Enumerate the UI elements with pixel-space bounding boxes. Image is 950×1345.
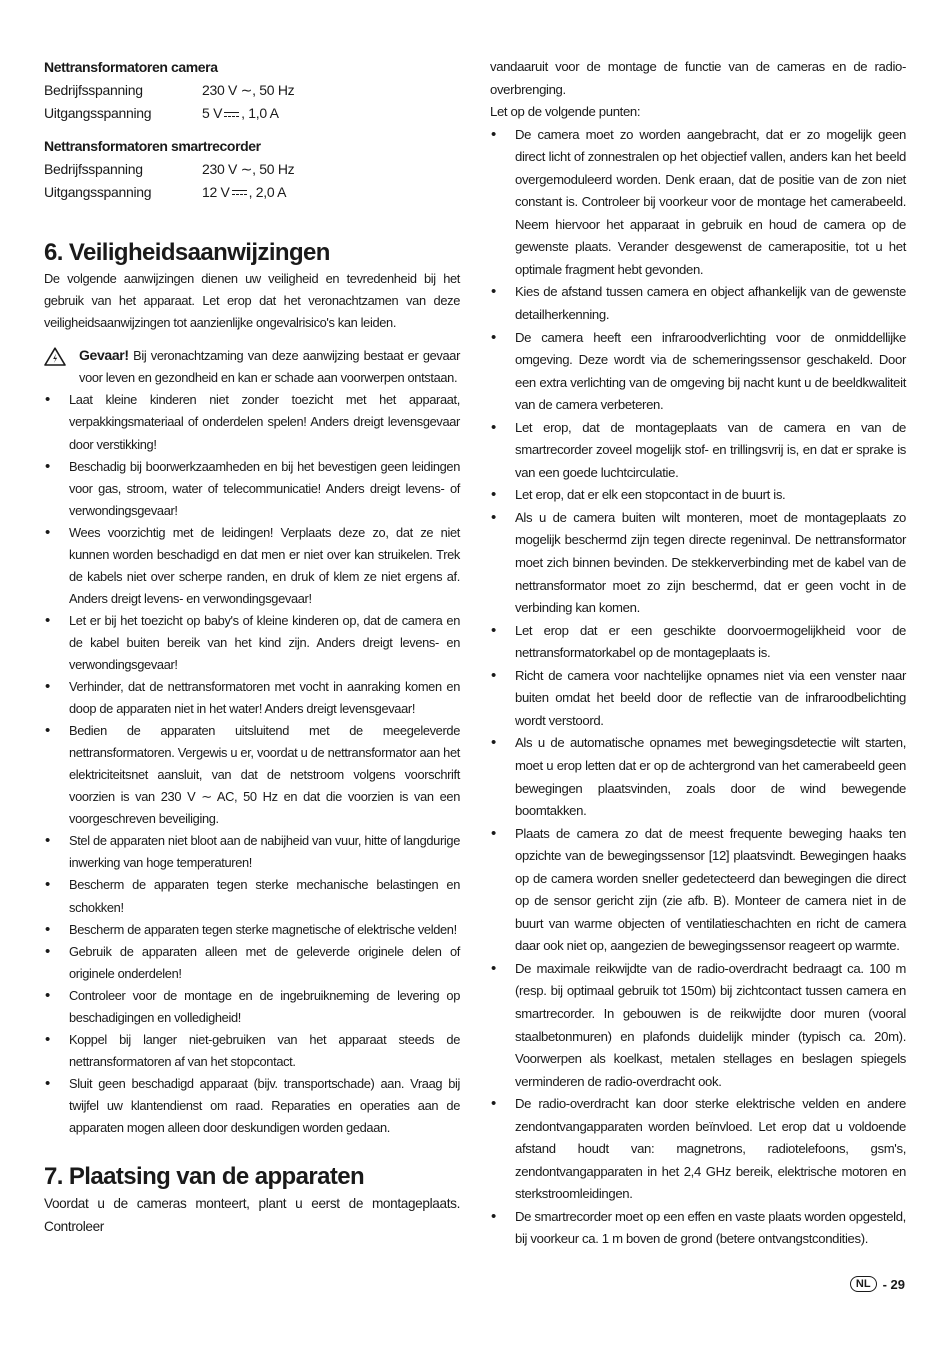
section-6-body	[44, 268, 460, 1139]
section-7-heading: 7. Plaatsing van de apparaten	[44, 1163, 365, 1191]
list-item: • Gebruik de apparaten alleen met de geleverde originele delen of originele onderdelen!	[44, 941, 460, 985]
section-6-intro: De volgende aanwijzingen dienen uw veiligheid en tevredenheid bij het gebruik van het apparaat. Let erop dat het veronachtzamen van deze veiligheidsaanwijzingen tot aanzienlijke ongevalrisico's kan leiden.	[44, 271, 460, 331]
warning-text: Bij veronachtzaming van deze aanwijzing bestaat er gevaar voor leven en gezondheid en kan er schade aan voorwerpen ontstaan.	[79, 348, 460, 386]
spec-smartrecorder	[44, 135, 460, 205]
spec-label: Bedrijfsspanning	[44, 160, 143, 177]
section-7-intro-continued: vandaaruit voor de montage de functie van de cameras en de radio-overbrenging.	[490, 59, 906, 97]
dc-symbol-icon	[224, 111, 239, 119]
spec-camera	[44, 56, 460, 126]
list-item: • Let er bij het toezicht op baby's of kleine kinderen op, dat de camera en de kabel buiten bereik van het kind zijn. Anders dreigt levens- en verwondingsgevaar!	[44, 610, 460, 676]
spec-row	[44, 181, 460, 204]
dc-symbol-icon	[232, 189, 247, 197]
spec-value: 230 V ∼, 50 Hz	[202, 82, 295, 98]
spec-row	[44, 79, 460, 102]
list-item: • Kies de afstand tussen camera en object afhankelijk van de gewenste detailherkenning.	[490, 281, 906, 326]
left-column	[44, 56, 460, 1239]
list-item: • De camera moet zo worden aangebracht, dat er zo mogelijk geen direct licht of zonnestralen op het objectief vallen, anders kan het beeld overgemoduleerd worden. Denk eraan, dat de positie van de zon niet constant is. Controleer bij voorkeur voor de montage het camerabeeld. Neem hiervoor het apparaat in gebruik en houd de camera op de gewenste plaats. Verander desgewenst de camerapositie, tot u het optimale fragment hebt gevonden.	[490, 124, 906, 282]
language-badge: NL	[850, 1276, 877, 1292]
section-7-intro-start: Voordat u de cameras monteert, plant u eerst de montageplaats. Controleer	[44, 1196, 460, 1235]
list-item: • Sluit geen beschadigd apparaat (bijv. transportschade) aan. Vraag bij twijfel uw klantendienst om raad. Reparaties en operaties aan de apparaten mogen alleen door deskundigen worden gedaan.	[44, 1073, 460, 1139]
list-item: • Plaats de camera zo dat de meest frequente beweging haaks ten opzichte van de bewegingssensor [12] plaatsvindt. Bewegingen haaks op de camera worden sneller gedetecteerd dan bewegingen die direct op de sensor gericht zijn (zie afb. B). Monteer de camera niet in de buurt van warme objecten of ventilatieschachten en richt de camera daar ook niet op, aangezien de bewegingssensor reageert op warmte.	[490, 823, 906, 958]
spec-label: Uitgangsspanning	[44, 105, 152, 122]
list-item: • De radio-overdracht kan door sterke elektrische velden en andere zendontvangapparaten worden beïnvloed. Let erop dat u voldoende afstand houdt van: magnetrons, radiotelefoons, gsm's, zendontvangapparaten in het 2,4 GHz bereik, elektrische motoren en sterkstroomleidingen.	[490, 1093, 906, 1206]
list-item: • De camera heeft een infraroodverlichting voor de onmiddellijke omgeving. Deze wordt via de schemeringssensor geschakeld. Door een extra verlichting van de omgeving bij nacht kunt u de beeldkwaliteit van de camera verbeteren.	[490, 327, 906, 417]
list-item: • Laat kleine kinderen niet zonder toezicht met het apparaat, verpakkingsmateriaal of onderdelen spelen! Anders dreigt levensgevaar door verstikking!	[44, 389, 460, 455]
spec-title: Nettransformatoren camera	[44, 59, 218, 75]
list-item: • Als u de camera buiten wilt monteren, moet de montageplaats zo mogelijk beschermd zijn tegen directe regeninval. De nettransformator moet zich binnen bevinden. De stekkerverbinding met de kabel van de nettransformator moet zo zijn beschermd, dat er geen vocht in de verbinding kan komen.	[490, 507, 906, 620]
right-column	[490, 56, 906, 1251]
spec-label: Uitgangsspanning	[44, 183, 152, 200]
spec-value: 5 V , 1,0 A	[202, 105, 279, 122]
page-number: - 29	[882, 1276, 905, 1292]
points-label: Let op de volgende punten:	[490, 104, 641, 120]
spec-label: Bedrijfsspanning	[44, 82, 143, 98]
warning-label: Gevaar!	[79, 347, 129, 364]
list-item: • Let erop, dat de montageplaats van de camera en van de smartrecorder zoveel mogelijk stof- en trillingsvrij is, en dat er sprake is van een goede luchtcirculatie.	[490, 417, 906, 485]
page-footer	[850, 1276, 905, 1292]
spec-row	[44, 158, 460, 181]
list-item: • Koppel bij langer niet-gebruiken van het apparaat steeds de nettransformatoren af van het stopcontact.	[44, 1029, 460, 1073]
list-item: • Verhinder, dat de nettransformatoren met vocht in aanraking komen en doop de apparaten niet in het water! Anders dreigt levensgevaar!	[44, 676, 460, 720]
warning-triangle-icon	[44, 347, 66, 366]
list-item: • Stel de apparaten niet bloot aan de nabijheid van vuur, hitte of langdurige inwerking van hoge temperaturen!	[44, 830, 460, 874]
section-7-body	[490, 56, 906, 1251]
danger-warning	[44, 344, 460, 389]
list-item: • De smartrecorder moet op een effen en vaste plaats worden opgesteld, bij voorkeur ca. 1 m boven de grond (betere ontvangstcondities).	[490, 1206, 906, 1251]
section-6-heading: 6. Veiligheidsaanwijzingen	[44, 239, 330, 267]
list-item: • Beschadig bij boorwerkzaamheden en bij het bevestigen geen leidingen voor gas, stroom, water of telecommunicatie! Anders dreigt levens- of verwondingsgevaar!	[44, 456, 460, 522]
list-item: • Bedien de apparaten uitsluitend met de meegeleverde nettransformatoren. Vergewis u er, voordat u de nettransformator aan het elektriciteitsnet aansluit, van dat de netstroom volgens voorschrift voorzien is van 230 V ∼ AC, 50 Hz en dat die voorzien is van een voorgeschreven beveiliging.	[44, 720, 460, 830]
list-item: • De maximale reikwijdte van de radio-overdracht bedraagt ca. 100 m (resp. bij optimaal gebruik tot 150m) bij zichtcontact tussen camera en smartrecorder. In gebouwen is de reikwijdte door muren (vooral staalbetonmuren) en plafonds duidelijk minder (typisch ca. 20m). Voorwerpen als koelkast, metalen stellages en beslagen spiegels verminderen de radio-overdracht ook.	[490, 958, 906, 1093]
list-item: • Let erop, dat er elk een stopcontact in de buurt is.	[490, 484, 906, 507]
spec-value: 230 V ∼, 50 Hz	[202, 160, 295, 177]
safety-list	[44, 389, 460, 1139]
list-item: • Controleer voor de montage en de ingebruikneming de levering op beschadigingen en volledigheid!	[44, 985, 460, 1029]
spec-row	[44, 102, 460, 125]
list-item: • Let erop dat er een geschikte doorvoermogelijkheid voor de nettransformatorkabel op de montageplaats is.	[490, 620, 906, 665]
list-item: • Bescherm de apparaten tegen sterke magnetische of elektrische velden!	[44, 919, 460, 941]
spec-title: Nettransformatoren smartrecorder	[44, 137, 261, 154]
list-item: • Wees voorzichtig met de leidingen! Verplaats deze zo, dat ze niet kunnen worden beschadigd en dat men er niet over kan struikelen. Trek de kabels niet over scherpe randen, en druk of klem ze niet ergens af. Anders dreigt levens- en verwondingsgevaar!	[44, 522, 460, 610]
spec-value: 12 V , 2,0 A	[202, 183, 287, 200]
list-item: • Als u de automatische opnames met bewegingsdetectie wilt starten, moet u erop letten dat er op de achtergrond van het camerabeeld geen bewegingen plaatsvinden, zoals door de wind bewegende boomtakken.	[490, 732, 906, 822]
list-item: • Richt de camera voor nachtelijke opnames niet via een venster naar buiten omdat het beeld door de reflectie van de infraroodbelichting wordt verstoord.	[490, 665, 906, 733]
list-item: • Bescherm de apparaten tegen sterke mechanische belastingen en schokken!	[44, 874, 460, 918]
placement-list	[490, 124, 906, 1251]
